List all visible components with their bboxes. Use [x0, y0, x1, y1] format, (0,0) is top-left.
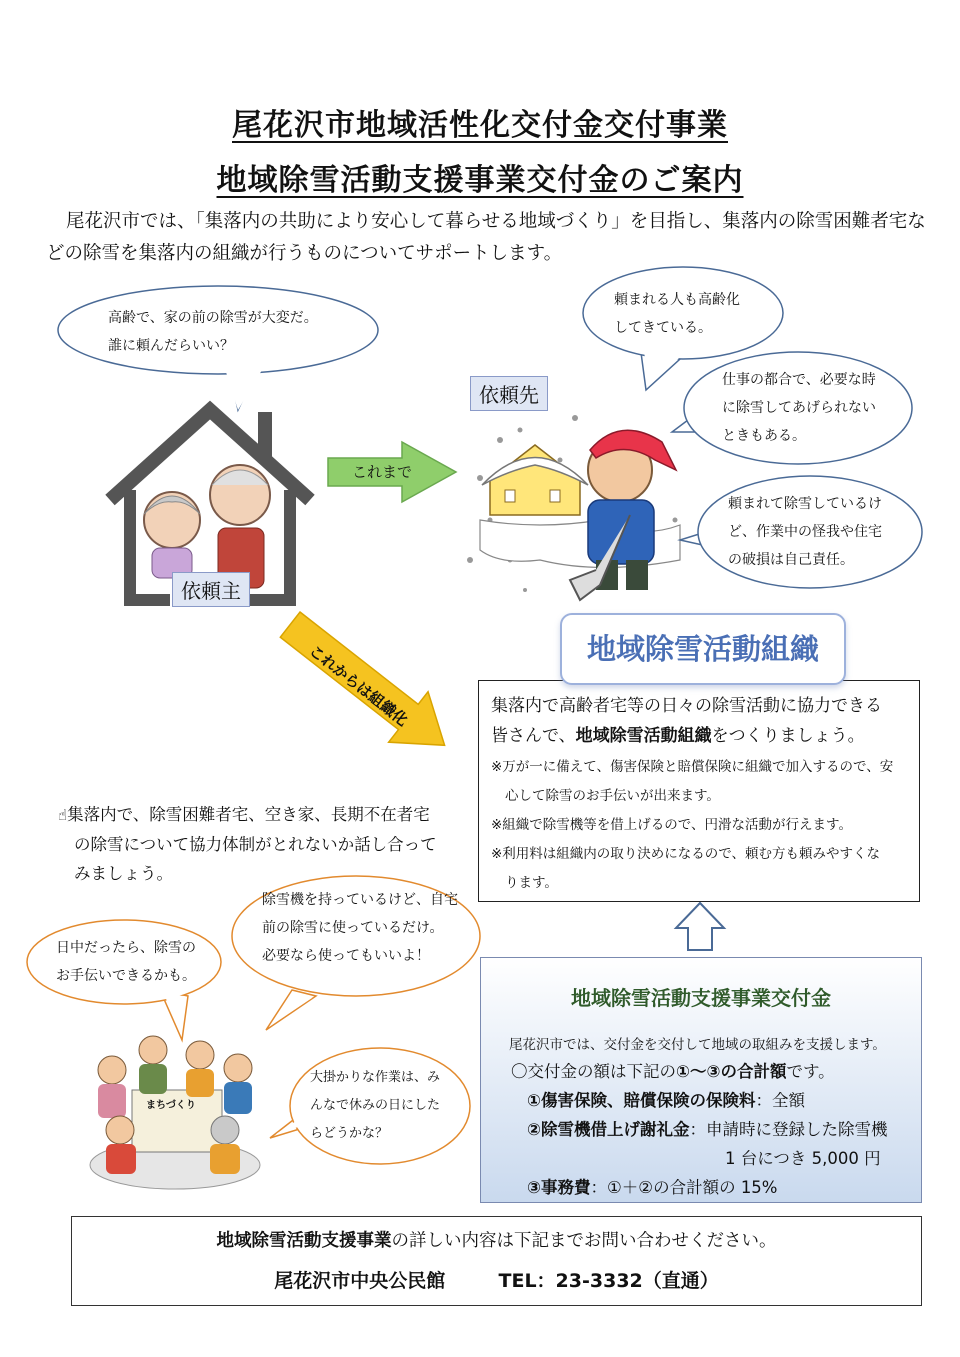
speech-bubble-requester-text: 高齢で、家の前の除雪が大変だ。 誰に頼んだらいい？ [108, 310, 318, 354]
speech-bubble-discussion-c-text: 大掛かりな作業は、み んなで休みの日にした らどうかな？ [310, 1070, 441, 1141]
discussion-hint: ☝集落内で、除雪困難者宅、空き家、長期不在者宅 の除雪について協力体制がとれないか話し合って みましょう。 [58, 805, 437, 883]
page-subtitle: 地域除雪活動支援事業交付金のご案内 [216, 163, 744, 198]
grant-item-2: ②除雪機借上げ謝礼金：申請時に登録した除雪機 [527, 1120, 888, 1139]
grant-title: 地域除雪活動支援事業交付金 [571, 986, 831, 1010]
contact-office-line [72, 1266, 921, 1293]
page-title: 尾花沢市地域活性化交付金交付事業 [232, 108, 728, 143]
snow-shoveling-boy-icon [467, 415, 680, 600]
speech-bubble-provider-1-text: 頼まれる人も高齢化 してきている。 [614, 292, 740, 336]
grant-item-1: ①傷害保険、賠償保険の保険料：全額 [527, 1091, 805, 1110]
provider-label: 依頼先 [470, 376, 548, 411]
community-meeting-icon [90, 1036, 260, 1189]
pointing-hand-icon: ☝ [58, 806, 68, 824]
requester-label: 依頼主 [172, 572, 250, 607]
contact-tel: TEL：23-3332（直通） [498, 1270, 719, 1292]
speech-bubble-provider-2-text: 仕事の都合で、必要な時 に除雪してあげられない ときもある。 [722, 372, 876, 444]
organization-title: 地域除雪活動組織 [560, 613, 846, 685]
grant-item-3: ③事務費：①＋②の合計額の 15% [527, 1178, 778, 1197]
arrow-up-icon [676, 903, 724, 950]
meeting-sign-text: まちづくり [146, 1100, 196, 1111]
contact-office: 尾花沢市中央公民館 [274, 1270, 446, 1292]
contact-box [71, 1216, 922, 1306]
grant-item-2-continued: 1 台につき 5,000 円 [725, 1149, 881, 1168]
arrow-from-now-label: これからは組織化 [305, 641, 412, 730]
grant-info-box [480, 957, 922, 1203]
grant-description: 尾花沢市では、交付金を交付して地域の取組みを支援します。 [509, 1037, 886, 1053]
organization-info-box [478, 680, 920, 902]
speech-bubble-provider-3-text: 頼まれて除雪しているけ ど、作業中の怪我や住宅 の破損は自己責任。 [728, 496, 882, 568]
grant-amount-line: 〇交付金の額は下記の①～③の合計額です。 [511, 1062, 835, 1081]
speech-bubble-discussion-a-text: 日中だったら、除雪の お手伝いできるかも。 [56, 940, 196, 984]
speech-bubble-discussion-b-text: 除雪機を持っているけど、自宅 前の除雪に使っているだけ。 必要なら使ってもいいよ！ [262, 892, 458, 964]
organization-notes: ※万が一に備えて、傷害保険と賠償保険に組織で加入するので、安 心して除雪のお手伝いが出来ます。 ※組織で除雪機等を借上げるので、円滑な活動が行えます。 ※利用料は組織内の取り決めになるので、頼む方も頼みやすくな ります。 [491, 759, 894, 891]
contact-line: 地域除雪活動支援事業の詳しい内容は下記までお問い合わせください。 [216, 1231, 777, 1251]
arrow-until-now-label: これまで [352, 463, 413, 481]
organization-main-text: 集落内で高齢者宅等の日々の除雪活動に協力できる 皆さんで、地域除雪活動組織をつくりましょう。 [491, 696, 882, 746]
intro-paragraph: 尾花沢市では、「集落内の共助により安心して暮らせる地域づくり」を目指し、集落内の除雪困難者宅な どの除雪を集落内の組織が行うものについてサポートします。 [46, 211, 926, 264]
